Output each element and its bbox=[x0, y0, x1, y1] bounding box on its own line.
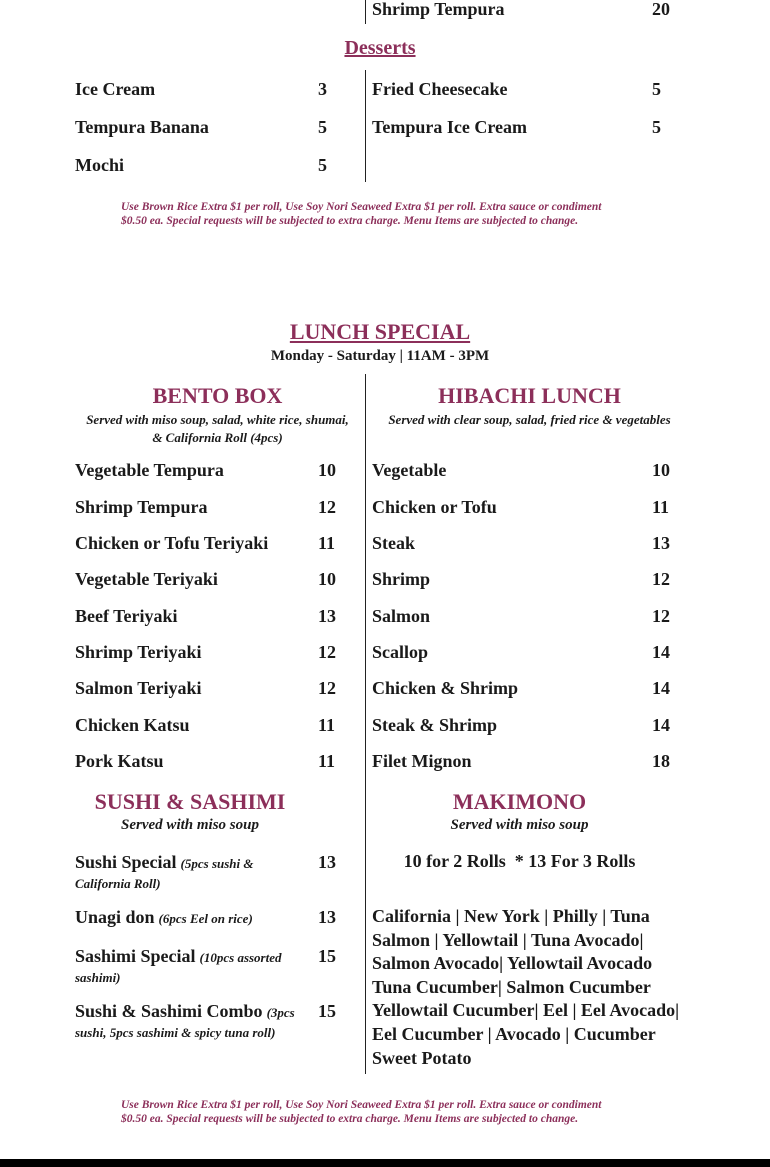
bento-item: Chicken Katsu bbox=[75, 715, 190, 735]
bento-item: Chicken or Tofu Teriyaki bbox=[75, 533, 269, 553]
menu-note-line: Use Brown Rice Extra $1 per roll, Use Soy Nori Seaweed Extra $1 per roll. Extra sauce or condiment bbox=[121, 201, 602, 213]
hibachi-price: 14 bbox=[652, 715, 670, 735]
column-divider bbox=[365, 374, 366, 1074]
sushi-item-name: Sashimi Special bbox=[75, 946, 196, 966]
sushi-price: 15 bbox=[318, 946, 336, 966]
menu-note bbox=[121, 200, 681, 228]
menu-note bbox=[121, 1098, 681, 1126]
sushi-item-detail: sushi, 5pcs sashimi & spicy tuna roll) bbox=[75, 1025, 276, 1040]
makimono-roll-line: Salmon | Yellowtail | Tuna Avocado| bbox=[372, 929, 644, 950]
makimono-roll-line: Sweet Potato bbox=[372, 1047, 472, 1068]
bento-item: Vegetable Teriyaki bbox=[75, 569, 218, 589]
hibachi-lunch-description: Served with clear soup, salad, fried rice & vegetables bbox=[388, 412, 671, 427]
bento-item: Shrimp Tempura bbox=[75, 497, 208, 517]
bento-description-line: & California Roll (4pcs) bbox=[152, 430, 283, 445]
dessert-price: 3 bbox=[318, 79, 327, 99]
makimono-title: MAKIMONO bbox=[452, 789, 587, 814]
bento-item: Pork Katsu bbox=[75, 751, 164, 771]
bento-price: 11 bbox=[318, 751, 336, 771]
hibachi-item: Scallop bbox=[372, 642, 429, 662]
dessert-item: Tempura Banana bbox=[75, 117, 209, 137]
hibachi-item: Shrimp bbox=[372, 569, 431, 589]
makimono-roll-line: Tuna Cucumber| Salmon Cucumber bbox=[372, 976, 651, 997]
bento-price: 11 bbox=[318, 533, 336, 553]
bento-box-title: BENTO BOX bbox=[152, 383, 283, 408]
sushi-sashimi-description: Served with miso soup bbox=[121, 817, 259, 833]
bento-price: 12 bbox=[318, 678, 336, 698]
lunch-special-title: LUNCH SPECIAL bbox=[289, 319, 471, 344]
dessert-item: Fried Cheesecake bbox=[372, 79, 508, 99]
hibachi-price: 14 bbox=[652, 678, 670, 698]
makimono-roll-line: Eel Cucumber | Avocado | Cucumber bbox=[372, 1023, 656, 1044]
sushi-item-name: Unagi don bbox=[75, 907, 155, 927]
sushi-item-name: Sushi Special bbox=[75, 852, 177, 872]
sushi-price: 13 bbox=[318, 852, 336, 872]
sushi-item-detail: (10pcs assorted bbox=[199, 950, 282, 965]
sushi-price: 13 bbox=[318, 907, 336, 927]
hibachi-price: 13 bbox=[652, 533, 670, 553]
desserts-title: Desserts bbox=[344, 37, 416, 59]
column-divider bbox=[365, 0, 366, 24]
bento-item: Shrimp Teriyaki bbox=[75, 642, 202, 662]
sushi-item bbox=[75, 907, 315, 929]
sushi-item-detail: (3pcs bbox=[266, 1005, 295, 1020]
dessert-price: 5 bbox=[652, 79, 661, 99]
hibachi-price: 12 bbox=[652, 569, 670, 589]
sushi-item bbox=[75, 852, 305, 894]
makimono-roll-list bbox=[372, 905, 702, 1070]
makimono-description: Served with miso soup bbox=[450, 817, 589, 833]
hibachi-item: Salmon bbox=[372, 606, 431, 626]
dessert-price: 5 bbox=[318, 155, 327, 175]
hibachi-price: 12 bbox=[652, 606, 670, 626]
hibachi-price: 18 bbox=[652, 751, 670, 771]
makimono-offer: 10 for 2 Rolls * 13 For 3 Rolls bbox=[403, 851, 636, 871]
sushi-item-detail: California Roll) bbox=[75, 876, 161, 891]
bento-price: 10 bbox=[318, 569, 336, 589]
menu-note-line: $0.50 ea. Special requests will be subjected to extra charge. Menu Items are subjected to change. bbox=[121, 1113, 579, 1125]
sushi-sashimi-title: SUSHI & SASHIMI bbox=[94, 789, 286, 814]
bento-item: Vegetable Tempura bbox=[75, 460, 224, 480]
menu-note-line: $0.50 ea. Special requests will be subjected to extra charge. Menu Items are subjected to change. bbox=[121, 215, 579, 227]
sushi-item-detail: (5pcs sushi & bbox=[180, 856, 254, 871]
sushi-price: 15 bbox=[318, 1001, 336, 1021]
hibachi-item: Filet Mignon bbox=[372, 751, 472, 771]
dessert-price: 5 bbox=[318, 117, 327, 137]
sushi-item-detail: sashimi) bbox=[75, 970, 121, 985]
makimono-roll-line: Salmon Avocado| Yellowtail Avocado bbox=[372, 953, 653, 974]
bento-price: 10 bbox=[318, 460, 336, 480]
makimono-roll-line: California | New York | Philly | Tuna bbox=[372, 906, 650, 926]
sushi-item-detail: (6pcs Eel on rice) bbox=[158, 911, 253, 926]
dessert-price: 5 bbox=[652, 117, 661, 137]
dessert-item: Mochi bbox=[75, 155, 124, 175]
hibachi-item: Vegetable bbox=[372, 460, 447, 480]
hibachi-item: Steak bbox=[372, 533, 416, 553]
hibachi-item: Steak & Shrimp bbox=[372, 715, 498, 735]
makimono-roll-line: Yellowtail Cucumber| Eel | Eel Avocado| bbox=[372, 1000, 680, 1021]
menu-note-line: Use Brown Rice Extra $1 per roll, Use Soy Nori Seaweed Extra $1 per roll. Extra sauce or condiment bbox=[121, 1099, 602, 1111]
bento-price: 13 bbox=[318, 606, 336, 626]
bento-price: 11 bbox=[318, 715, 336, 735]
bento-box-description bbox=[70, 411, 365, 447]
sushi-item-name: Sushi & Sashimi Combo bbox=[75, 1001, 263, 1021]
hibachi-item: Chicken or Tofu bbox=[372, 497, 497, 517]
column-divider bbox=[365, 70, 366, 182]
hibachi-price: 11 bbox=[652, 497, 670, 517]
bento-price: 12 bbox=[318, 497, 336, 517]
hibachi-item: Chicken & Shrimp bbox=[372, 678, 519, 698]
dessert-item: Tempura Ice Cream bbox=[372, 117, 527, 137]
menu-item-price: 20 bbox=[652, 0, 670, 19]
dessert-item: Ice Cream bbox=[75, 79, 156, 99]
sushi-item bbox=[75, 946, 305, 988]
lunch-hours: Monday - Saturday | 11AM - 3PM bbox=[270, 348, 490, 364]
page-bottom-bar bbox=[0, 1159, 770, 1167]
bento-item: Beef Teriyaki bbox=[75, 606, 178, 626]
bento-item: Salmon Teriyaki bbox=[75, 678, 202, 698]
sushi-item bbox=[75, 1001, 315, 1043]
hibachi-price: 14 bbox=[652, 642, 670, 662]
hibachi-price: 10 bbox=[652, 460, 670, 480]
bento-description-line: Served with miso soup, salad, white rice, shumai, bbox=[86, 412, 349, 427]
hibachi-lunch-title: HIBACHI LUNCH bbox=[438, 383, 621, 408]
bento-price: 12 bbox=[318, 642, 336, 662]
menu-item: Shrimp Tempura bbox=[372, 0, 505, 19]
